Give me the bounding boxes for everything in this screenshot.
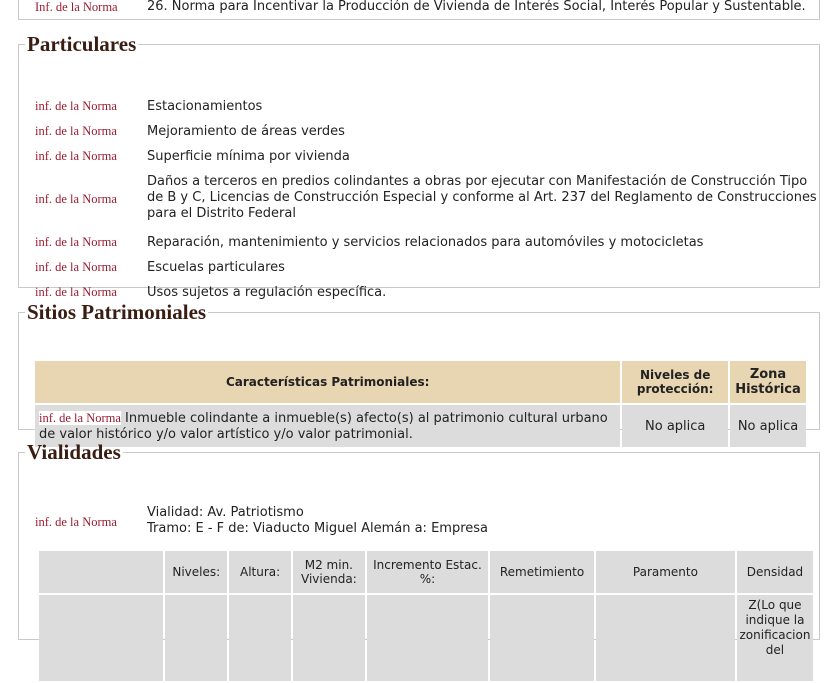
col-header-densidad: Densidad bbox=[737, 551, 813, 593]
norma-info-link[interactable]: inf. de la Norma bbox=[35, 99, 117, 113]
empty-cell bbox=[39, 551, 163, 593]
empty-cell bbox=[490, 595, 594, 681]
norma-text: Superficie mínima por vivienda bbox=[147, 149, 350, 164]
empty-cell bbox=[165, 595, 227, 681]
particulares-section bbox=[18, 32, 820, 300]
norma-text: Usos sujetos a regulación específica. bbox=[147, 285, 387, 300]
section-title: Sitios Patrimoniales bbox=[27, 300, 207, 324]
empty-cell bbox=[367, 595, 488, 681]
norma-info-link[interactable]: inf. de la Norma bbox=[35, 192, 117, 206]
niveles-cell: No aplica bbox=[622, 405, 728, 447]
densidad-cell: Z(Lo que indique la zonificacion del bbox=[737, 595, 813, 681]
norma-info-link[interactable]: Inf. de la Norma bbox=[35, 0, 118, 14]
col-header-zona: Zona Histórica bbox=[730, 361, 806, 403]
vialidad-info bbox=[147, 505, 488, 537]
norma-info-link[interactable]: inf. de la Norma bbox=[39, 410, 121, 425]
empty-cell bbox=[293, 595, 365, 681]
col-header-m2: M2 min. Vivienda: bbox=[293, 551, 365, 593]
table-header-row bbox=[35, 361, 806, 403]
top-norma-row bbox=[18, 0, 820, 20]
empty-cell bbox=[596, 595, 735, 681]
col-header-caracteristicas: Características Patrimoniales: bbox=[35, 361, 620, 403]
zona-cell: No aplica bbox=[730, 405, 806, 447]
norma-info-link[interactable]: inf. de la Norma bbox=[35, 149, 117, 163]
table-header-row bbox=[39, 551, 813, 593]
norma-info-link[interactable]: inf. de la Norma bbox=[35, 124, 117, 138]
norma-text: Escuelas particulares bbox=[147, 260, 285, 275]
section-title: Particulares bbox=[27, 32, 137, 56]
col-header-paramento: Paramento bbox=[596, 551, 735, 593]
norma-info-link[interactable]: inf. de la Norma bbox=[35, 235, 117, 249]
section-title: Vialidades bbox=[27, 440, 121, 464]
empty-cell bbox=[39, 595, 163, 681]
vialidad-name: Vialidad: Av. Patriotismo bbox=[147, 505, 304, 520]
norma-text: Mejoramiento de áreas verdes bbox=[147, 124, 345, 139]
norma-text: Reparación, mantenimiento y servicios relacionados para automóviles y motocicletas bbox=[147, 235, 704, 250]
norma-info-link[interactable]: inf. de la Norma bbox=[35, 285, 117, 299]
vialidades-section bbox=[18, 440, 820, 657]
sitios-table bbox=[33, 359, 808, 449]
norma-info-link[interactable]: inf. de la Norma bbox=[35, 515, 117, 529]
norma-text: Daños a terceros en predios colindantes a obras por ejecutar con Manifestación de Construcción Tipo de B y C, Licencias de Construcción Especial y conforme al Art. 237 del Reglamento de Construcciones para el Distrito Federal bbox=[147, 174, 817, 221]
col-header-niveles: Niveles de protección: bbox=[622, 361, 728, 403]
col-header-incremento: Incremento Estac. %: bbox=[367, 551, 488, 593]
norma-info-link[interactable]: inf. de la Norma bbox=[35, 260, 117, 274]
norma-text: Estacionamientos bbox=[147, 99, 263, 114]
sitios-patrimoniales-section bbox=[18, 300, 820, 442]
norma-text: 26. Norma para Incentivar la Producción de Vivienda de Interés Social, Interés Popular y Sustentable. bbox=[147, 0, 806, 14]
col-header-altura: Altura: bbox=[229, 551, 291, 593]
caracteristicas-text: Inmueble colindante a inmueble(s) afecto(s) al patrimonio cultural urbano de valor histórico y/o valor artístico y/o valor patrimonial. bbox=[39, 410, 608, 442]
col-header-remetimiento: Remetimiento bbox=[490, 551, 594, 593]
empty-cell bbox=[229, 595, 291, 681]
vialidad-tramo: Tramo: E - F de: Viaducto Miguel Alemán a: Empresa bbox=[147, 521, 488, 536]
table-row bbox=[39, 595, 813, 681]
vialidades-table bbox=[37, 549, 815, 683]
col-header-niveles: Niveles: bbox=[165, 551, 227, 593]
